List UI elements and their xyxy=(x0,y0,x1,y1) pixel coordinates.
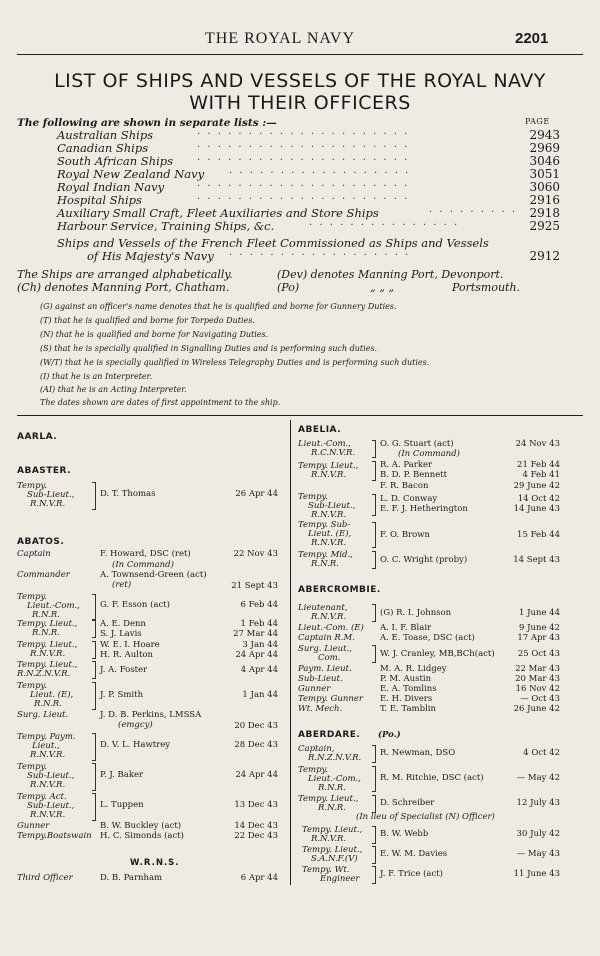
rank: Lieut.-Com. (E) xyxy=(298,623,364,633)
rank: Gunner xyxy=(17,821,50,831)
appointment-date: 3 Jan 44 xyxy=(242,640,278,650)
running-header xyxy=(0,30,600,50)
page-column-label: PAGE xyxy=(525,117,550,126)
portsmouth-code: (Po) xyxy=(277,281,300,294)
appointment-date: 14 June 43 xyxy=(513,504,560,514)
rank: Third Officer xyxy=(17,873,73,883)
appointment-date: 6 Feb 44 xyxy=(240,600,278,610)
emergency-note: (emgcy) xyxy=(118,720,153,730)
officer-name: R. M. Ritchie, DSC (act) xyxy=(380,773,484,783)
list-page: 3046 xyxy=(529,154,560,168)
rank: R.C.N.V.R. xyxy=(311,448,356,458)
officer-name: T. E. Tamblin xyxy=(380,704,436,714)
officer-name: B. W. Buckley (act) xyxy=(100,821,182,831)
rank: R.N.R. xyxy=(318,783,346,793)
officer-name: F. Howard, DSC (ret) xyxy=(100,549,191,559)
appointment-date: 14 Sept 43 xyxy=(513,555,560,565)
list-page: 3051 xyxy=(529,167,560,181)
officer-name: H. C. Simonds (act) xyxy=(100,831,184,841)
rank: Tempy. Lieut., xyxy=(298,461,359,471)
officer-name: F. O. Brown xyxy=(380,530,431,540)
brace xyxy=(372,866,376,884)
brace xyxy=(92,482,96,510)
appointment-date: 26 Apr 44 xyxy=(235,489,278,499)
leader-dots: . . . . . . . . . . . . . . . . . . xyxy=(229,247,411,258)
appointment-date: 29 June 42 xyxy=(513,481,560,491)
list-label: Hospital Ships xyxy=(57,193,142,207)
rank: Lieut., xyxy=(32,741,60,751)
appointment-date: 22 Nov 43 xyxy=(233,549,278,559)
running-title: THE ROYAL NAVY xyxy=(205,30,355,47)
rank: R.N.V.R. xyxy=(311,470,347,480)
officer-name: P. M. Austin xyxy=(380,674,432,684)
rank: R.N.R. xyxy=(318,803,346,813)
rank: Tempy. xyxy=(17,481,47,491)
note-line: (G) against an officer's name denotes that he is qualified and borne for Gunnery Duties. xyxy=(40,302,397,311)
rank: Lieut. (E), xyxy=(30,690,74,700)
appointment-date: 14 Dec 43 xyxy=(234,821,278,831)
appointment-date: 4 Feb 41 xyxy=(522,470,560,480)
note-line: (S) that he is specially qualified in Signalling Duties and is performing such duties. xyxy=(40,344,378,353)
officer-name: W. J. Cranley, MB,BCh(act) xyxy=(380,649,495,659)
list-label: Ships and Vessels of the French Fleet Commissioned as Ships and Vessels xyxy=(57,236,489,250)
ship-name-abatos: ABATOS. xyxy=(17,537,65,547)
appointment-date: 4 Oct 42 xyxy=(523,748,560,758)
appointment-date: 1 Feb 44 xyxy=(240,619,278,629)
list-label: Royal Indian Navy xyxy=(57,180,165,194)
officer-name: F. R. Bacon xyxy=(380,481,429,491)
rank: R.N.V.R. xyxy=(311,538,347,548)
officer-name: G. F. Esson (act) xyxy=(100,600,170,610)
list-label: South African Ships xyxy=(57,154,174,168)
portsmouth-name: Portsmouth. xyxy=(452,281,521,294)
appointment-date: — May 42 xyxy=(516,773,560,783)
officer-name: D. Schreiber xyxy=(380,798,435,808)
chatham-note: (Ch) denotes Manning Port, Chatham. xyxy=(17,281,230,294)
leader-dots: . . . . . . . . . . . . . . . . . . . . . xyxy=(197,152,410,163)
page-number: 2201 xyxy=(515,30,549,47)
list-page: 2912 xyxy=(529,249,560,263)
rank: Tempy.Boatswain xyxy=(17,831,92,841)
brace xyxy=(372,494,376,516)
officer-name: J. A. Foster xyxy=(100,665,148,675)
brace xyxy=(372,461,376,481)
note-line: (AI) that he is an Acting Interpreter. xyxy=(40,385,187,394)
list-page: 2918 xyxy=(529,206,560,220)
officer-name: A. E. Denn xyxy=(100,619,146,629)
rank: R.N.V.R. xyxy=(30,810,66,820)
list-page: 2925 xyxy=(529,219,560,233)
rank: Tempy. Gunner xyxy=(298,694,363,704)
rank: Captain xyxy=(17,549,51,559)
specialist-note: (In lieu of Specialist (N) Officer) xyxy=(356,812,495,822)
rank: Sub-Lieut. xyxy=(298,674,343,684)
officer-name: R. A. Parker xyxy=(380,460,433,470)
leader-dots: . . . . . . . . . . . . . . . . . . . . . xyxy=(197,191,410,202)
devonport-note: (Dev) denotes Manning Port, Devonport. xyxy=(277,268,504,281)
officer-name: D. B. Parnham xyxy=(100,873,163,883)
appointment-date: 1 Jan 44 xyxy=(242,690,278,700)
brace xyxy=(92,661,96,679)
appointment-date: 9 June 42 xyxy=(518,623,560,633)
officer-name: P. J. Baker xyxy=(100,770,144,780)
rank: R.N.Z.N.V.R. xyxy=(308,753,362,763)
list-item xyxy=(57,219,560,232)
rank: Gunner xyxy=(298,684,331,694)
brace xyxy=(372,846,376,864)
rank: R.N.V.R. xyxy=(30,499,66,509)
rank: Lieutenant, xyxy=(298,603,348,613)
officer-name: E. A. Tomlins xyxy=(380,684,437,694)
rank: R.N.V.R. xyxy=(30,750,66,760)
rank: Tempy. Lieut., xyxy=(17,619,78,629)
brace xyxy=(92,763,96,791)
ship-name-abelia: ABELIA. xyxy=(298,425,342,435)
appointment-date: 22 Mar 43 xyxy=(515,664,560,674)
rank: Lieut. (E), xyxy=(308,529,352,539)
rank: Tempy. xyxy=(17,681,47,691)
manning-port: (Po.) xyxy=(378,730,401,740)
officer-name: B. W. Webb xyxy=(380,829,429,839)
list-page: 2969 xyxy=(529,141,560,155)
ship-name-abercrombie: ABERCROMBIE. xyxy=(298,585,381,595)
officer-name: (G) R. I. Johnson xyxy=(380,608,452,618)
officer-name: A. I. F. Blair xyxy=(380,623,432,633)
appointment-date: 14 Oct 42 xyxy=(517,494,560,504)
officer-name: D. T. Thomas xyxy=(100,489,156,499)
appointment-date: 4 Apr 44 xyxy=(240,665,278,675)
note-line: (N) that he is qualified and borne for Navigating Duties. xyxy=(40,330,269,339)
ship-name-abaster: ABASTER. xyxy=(17,466,72,476)
rank: Commander xyxy=(17,570,70,580)
rank: Tempy. Wt. xyxy=(302,865,350,875)
list-label: Harbour Service, Training Ships, &c. xyxy=(57,219,275,233)
appointment-date: 30 July 42 xyxy=(516,829,560,839)
officer-name: W. E. I. Hoare xyxy=(100,640,160,650)
rank: Tempy. Paym. xyxy=(17,732,76,742)
officer-name: A. Townsend-Green (act) xyxy=(100,570,207,580)
brace xyxy=(92,733,96,761)
appointment-date: 28 Dec 43 xyxy=(234,740,278,750)
appointment-date: 26 June 42 xyxy=(513,704,560,714)
section-rule xyxy=(17,415,583,416)
leader-dots: . . . . . . . . . . . . . . . . . . xyxy=(229,165,411,176)
rank: Engineer xyxy=(320,874,360,884)
alphabetical-note: The Ships are arranged alphabetically. xyxy=(17,268,233,281)
leader-dots: . . . . . . . . . . . . . . . . . . . . . xyxy=(197,178,410,189)
rank: Tempy. Lieut., xyxy=(302,845,363,855)
rank: R.N.V.R. xyxy=(311,612,347,622)
rank: R.N.R. xyxy=(34,699,62,709)
leader-dots: . . . . . . . . . . . . . . . . . . . . . xyxy=(197,126,410,137)
rank: Surg. Lieut., xyxy=(298,644,352,654)
appointment-date: 24 Apr 44 xyxy=(235,650,278,660)
rank: Tempy. Lieut., xyxy=(298,794,359,804)
note-line: (T) that he is qualified and borne for Torpedo Duties. xyxy=(40,316,255,325)
rank: Tempy. Lieut., xyxy=(302,825,363,835)
rank: Lieut.-Com., xyxy=(308,774,361,784)
list-label: of His Majesty's Navy xyxy=(87,249,214,263)
rank: Paym. Lieut. xyxy=(298,664,352,674)
rank: R.N.R. xyxy=(311,559,339,569)
leader-dots: . . . . . . . . . . . . . . . . . . . . . xyxy=(197,139,410,150)
brace xyxy=(372,522,376,548)
officer-name: J. F. Trice (act) xyxy=(380,869,443,879)
portsmouth-ditto: „ „ „ xyxy=(370,281,395,294)
rank: R.N.V.R. xyxy=(30,649,66,659)
command-note: (In Command) xyxy=(398,449,460,459)
appointment-date: 17 Apr 43 xyxy=(517,633,560,643)
brace xyxy=(92,620,96,638)
wrns-heading: W.R.N.S. xyxy=(130,858,180,868)
rank: R.N.R. xyxy=(32,628,60,638)
brace xyxy=(372,766,376,792)
rank: Sub-Lieut., xyxy=(27,490,75,500)
rank: S.A.N.F.(V) xyxy=(311,854,358,864)
brace xyxy=(372,826,376,844)
brace xyxy=(372,604,376,622)
leader-dots: . . . . . . . . . . . . . . . xyxy=(309,217,460,228)
brace xyxy=(92,682,96,710)
list-label: Auxiliary Small Craft, Fleet Auxiliaries and Store Ships xyxy=(57,206,379,220)
rank: Captain, xyxy=(298,744,335,754)
officer-name: E. W. M. Davies xyxy=(380,849,448,859)
officer-name: B. D. P. Bennett xyxy=(380,470,448,480)
officer-name: J. P. Smith xyxy=(100,690,144,700)
rank: Tempy. Act. xyxy=(17,792,67,802)
appointment-date: 24 Apr 44 xyxy=(235,770,278,780)
appointment-date: 1 June 44 xyxy=(518,608,560,618)
officer-name: O. G. Stuart (act) xyxy=(380,439,454,449)
list-page: 2916 xyxy=(529,193,560,207)
appointment-date: 21 Sept 43 xyxy=(231,581,278,591)
rank: Wt. Mech. xyxy=(298,704,343,714)
main-title-line2: WITH THEIR OFFICERS xyxy=(189,92,411,114)
brace xyxy=(372,745,376,763)
appointment-date: 13 Dec 43 xyxy=(234,800,278,810)
rank: Tempy. Mid., xyxy=(298,550,353,560)
officer-name: M. A. R. Lidgey xyxy=(380,664,447,674)
column-divider xyxy=(290,420,291,885)
list-label: Royal New Zealand Navy xyxy=(57,167,205,181)
appointment-date: 11 June 43 xyxy=(513,869,560,879)
rank: R.N.Z.N.V.R. xyxy=(17,669,71,679)
officer-name: E. H. Divers xyxy=(380,694,433,704)
rank: R.N.V.R. xyxy=(311,510,347,520)
header-rule xyxy=(17,54,583,55)
brace xyxy=(92,793,96,821)
officer-name: O. C. Wright (proby) xyxy=(380,555,468,565)
brace xyxy=(92,641,96,659)
appointment-date: 27 Mar 44 xyxy=(233,629,278,639)
main-title-line1: LIST OF SHIPS AND VESSELS OF THE ROYAL NAVY xyxy=(54,70,546,92)
brace xyxy=(92,594,96,620)
officer-name: S. J. Lavis xyxy=(100,629,142,639)
appointment-date: 25 Oct 43 xyxy=(517,649,560,659)
brace xyxy=(372,645,376,663)
appointment-date: 16 Nov 42 xyxy=(515,684,560,694)
appointment-date: 21 Feb 44 xyxy=(517,460,560,470)
leader-dots: . . . . . . . . . xyxy=(429,204,518,215)
officer-name: L. Tuppen xyxy=(100,800,144,810)
appointment-date: 22 Dec 43 xyxy=(234,831,278,841)
brace xyxy=(372,551,376,569)
appointment-date: — May 43 xyxy=(516,849,560,859)
officer-name: R. Newman, DSO xyxy=(380,748,456,758)
rank: Tempy. Lieut., xyxy=(17,660,78,670)
list-item xyxy=(57,249,560,262)
officer-name: A. E. Toase, DSC (act) xyxy=(380,633,475,643)
appointment-date: — Oct 43 xyxy=(520,694,560,704)
appointment-date: 6 Apr 44 xyxy=(240,873,278,883)
appointment-date: 20 Mar 43 xyxy=(515,674,560,684)
rank: R.N.R. xyxy=(32,610,60,620)
note-line: (W/T) that he is specially qualified in Wireless Telegraphy Duties and is performing such duties. xyxy=(40,358,430,367)
rank: Sub-Lieut., xyxy=(27,801,75,811)
officer-name: L. D. Conway xyxy=(380,494,438,504)
rank: Tempy. xyxy=(298,765,328,775)
ship-name-aarla: AARLA. xyxy=(17,432,58,442)
list-page: 3060 xyxy=(529,180,560,194)
rank: Sub-Lieut., xyxy=(27,771,75,781)
rank: Tempy. Sub- xyxy=(298,520,351,530)
ship-name-aberdare: ABERDARE. xyxy=(298,730,361,740)
rank: Surg. Lieut. xyxy=(17,710,69,720)
officer-name: J. D. B. Perkins, LMSSA xyxy=(100,710,202,720)
rank: Tempy. xyxy=(298,492,328,502)
rank: Lieut.-Com., xyxy=(298,439,351,449)
list-label: Canadian Ships xyxy=(57,141,149,155)
rank: Com. xyxy=(318,653,341,663)
list-page: 2943 xyxy=(529,128,560,142)
rank: R.N.V.R. xyxy=(311,834,347,844)
brace xyxy=(372,440,376,458)
rank: Lieut.-Com., xyxy=(27,601,80,611)
command-note: (In Command) xyxy=(112,560,174,570)
rank: Tempy. Lieut., xyxy=(17,640,78,650)
note-line: The dates shown are dates of first appointment to the ship. xyxy=(40,398,281,407)
brace xyxy=(372,795,376,813)
retired-note: (ret) xyxy=(112,580,132,590)
rank: Tempy. xyxy=(17,592,47,602)
rank: Sub-Lieut., xyxy=(308,501,356,511)
list-label: Australian Ships xyxy=(57,128,154,142)
appointment-date: 15 Feb 44 xyxy=(517,530,560,540)
appointment-date: 20 Dec 43 xyxy=(234,721,278,731)
note-line: (I) that he is an Interpreter. xyxy=(40,372,153,381)
appointment-date: 24 Nov 43 xyxy=(515,439,560,449)
intro-text: The following are shown in separate lists :— xyxy=(17,117,277,129)
officer-name: E. F. J. Hetherington xyxy=(380,504,468,514)
rank: R.N.V.R. xyxy=(30,780,66,790)
officer-name: H. R. Aulton xyxy=(100,650,153,660)
rank: Captain R.M. xyxy=(298,633,355,643)
appointment-date: 12 July 43 xyxy=(516,798,560,808)
officer-name: D. V. L. Hawtrey xyxy=(100,740,171,750)
rank: Tempy. xyxy=(17,762,47,772)
